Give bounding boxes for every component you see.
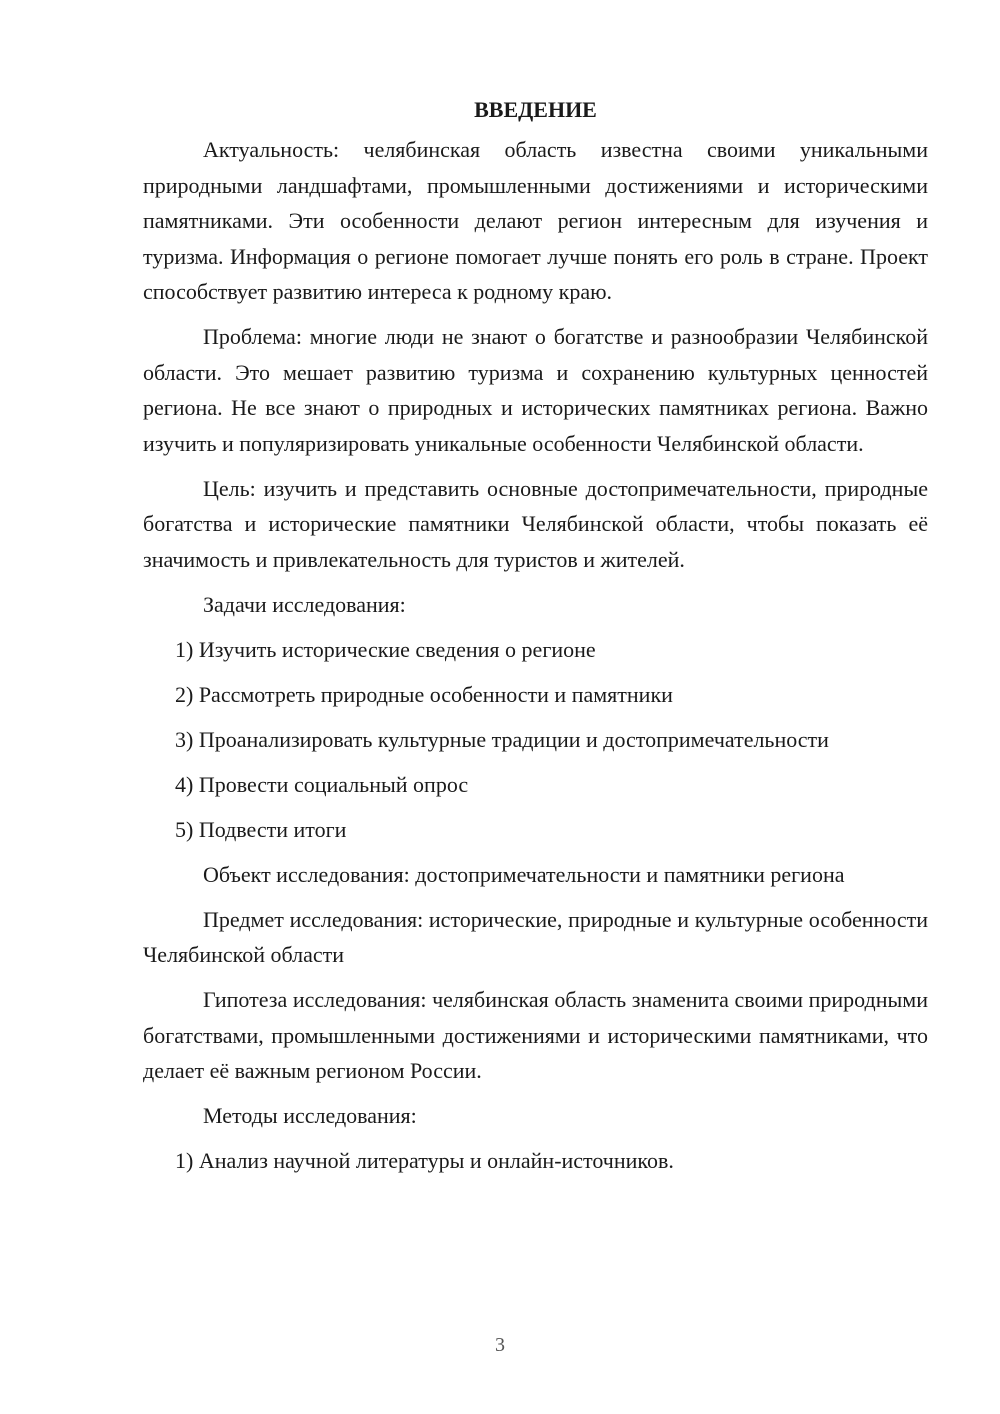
task-item: 4) Провести социальный опрос xyxy=(175,771,469,797)
tasks-list xyxy=(143,632,928,848)
hypothesis-paragraph: Гипотеза исследования: челябинская область знаменита своими природными богатствами, промышленными достижениями и историческими памятниками, что делает её важным регионом России. xyxy=(143,987,928,1083)
page-number: 3 xyxy=(495,1334,505,1356)
task-item: 3) Проанализировать культурные традиции и достопримечательности xyxy=(175,726,829,752)
problem-paragraph: Проблема: многие люди не знают о богатстве и разнообразии Челябинской области. Это мешает развитию туризма и сохранению культурных ценностей региона. Не все знают о природных и исторических памятниках региона. Важно изучить и популяризировать уникальные особенности Челябинской области. xyxy=(143,324,928,456)
methods-heading: Методы исследования: xyxy=(203,1103,417,1128)
subject-paragraph: Предмет исследования: исторические, природные и культурные особенности Челябинской области xyxy=(143,906,928,967)
task-item: 1) Изучить исторические сведения о регионе xyxy=(175,636,596,662)
tasks-heading: Задачи исследования: xyxy=(203,591,406,617)
methods-list xyxy=(143,1143,928,1179)
object-paragraph: Объект исследования: достопримечательности и памятники региона xyxy=(203,861,845,887)
goal-paragraph: Цель: изучить и представить основные достопримечательности, природные богатства и исторические памятники Челябинской области, чтобы показать её значимость и привлекательность для туристов и жителей. xyxy=(143,475,928,572)
method-item: 1) Анализ научной литературы и онлайн-источников. xyxy=(175,1148,674,1173)
task-item: 2) Рассмотреть природные особенности и памятники xyxy=(175,681,673,707)
task-item: 5) Подвести итоги xyxy=(175,816,347,842)
page-title: ВВЕДЕНИЕ xyxy=(474,97,597,122)
relevance-paragraph: Актуальность: челябинская область известна своими уникальными природными ландшафтами, промышленными достижениями и историческими памятниками. Эти особенности делают регион интересным для изучения и туризма. Информация о регионе помогает лучше понять его роль в стране. Проект способствует развитию интереса к родному краю. xyxy=(143,137,928,304)
